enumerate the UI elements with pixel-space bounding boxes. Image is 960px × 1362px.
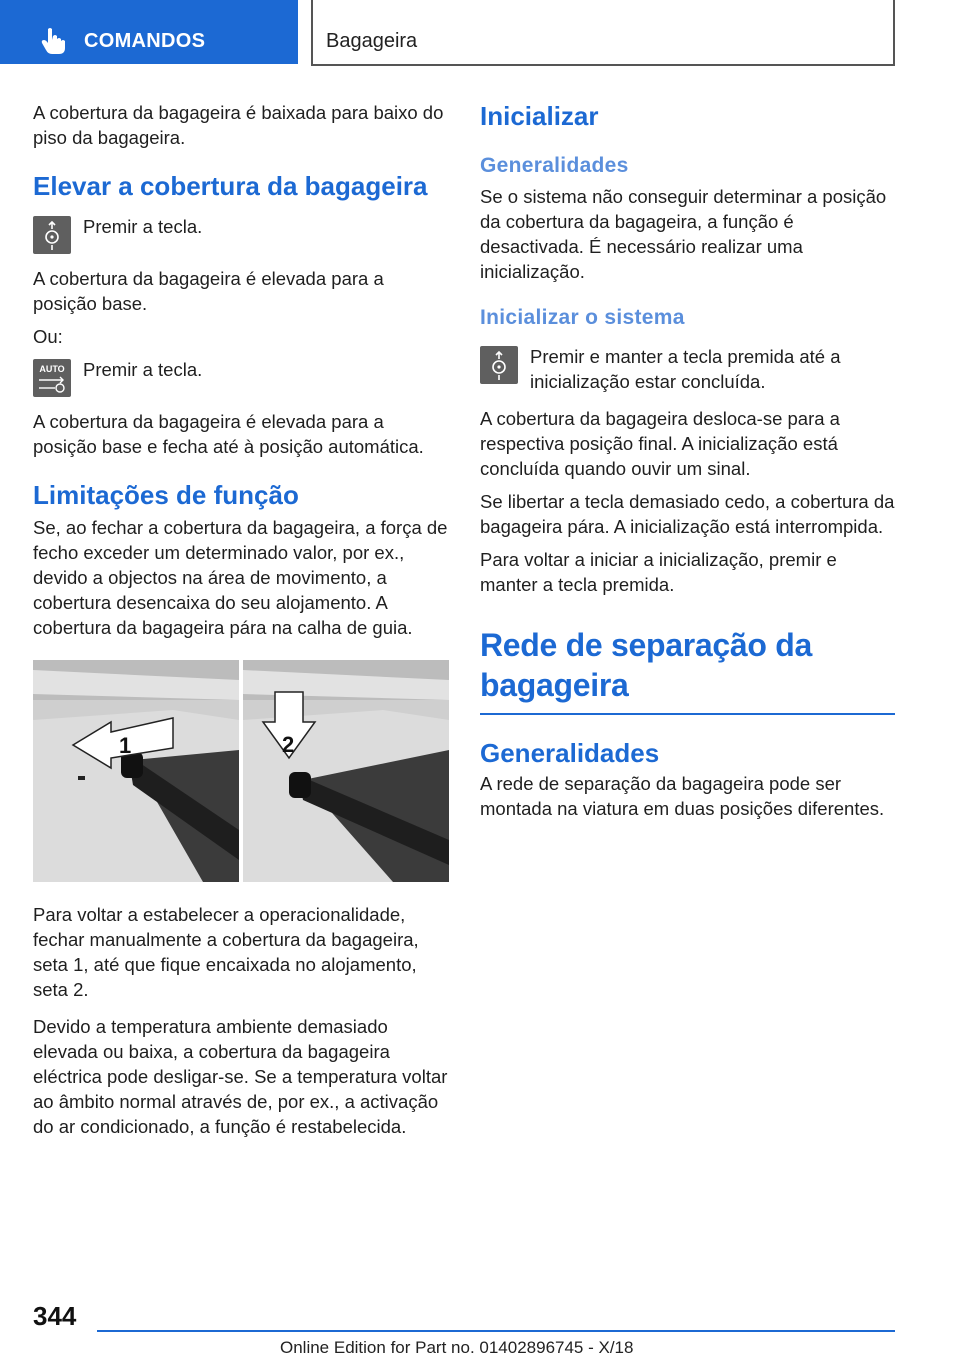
heading-inicializar: Inicializar xyxy=(480,101,599,131)
step-text: Premir a tecla. xyxy=(83,359,203,380)
svg-text:1: 1 xyxy=(119,733,132,758)
left-column xyxy=(33,100,449,1139)
heading-inicializar-sistema: Inicializar o sistema xyxy=(480,306,685,329)
footer-rule xyxy=(97,1330,895,1332)
paragraph: Para voltar a estabelecer a operacionalidade, fechar manualmente a cobertura da bagageira, seta 1, até que fique encaixada no alojamento, seta 2. xyxy=(33,904,419,1000)
auto-button-icon xyxy=(33,359,71,397)
photo-step-1 xyxy=(33,660,239,882)
right-column xyxy=(480,100,896,821)
heading-elevar: Elevar a cobertura da bagageira xyxy=(33,171,428,201)
instruction-step xyxy=(480,344,896,394)
instruction-step xyxy=(33,357,449,397)
section-label: COMANDOS xyxy=(84,30,206,52)
paragraph: Devido a temperatura ambiente demasiado elevada ou baixa, a cobertura da bagageira eléctrica pode desligar-se. Se a temperatura voltar ao âmbito normal através de, por ex., a activação do ar condicionado, a função é restabelecida. xyxy=(33,1016,448,1137)
paragraph: Ou: xyxy=(33,326,63,347)
paragraph: Se o sistema não conseguir determinar a posição da cobertura da bagageira, a função é desactivada. É necessário realizar uma inicialização. xyxy=(480,186,887,282)
page-number: 344 xyxy=(33,1301,77,1331)
edition-text: Online Edition for Part no. 01402896745 - X/18 xyxy=(280,1338,634,1357)
trunk-cover-photo xyxy=(33,660,448,882)
paragraph: A cobertura da bagageira é elevada para a posição base e fecha até à posição automática. xyxy=(33,411,424,457)
heading-rede-separacao: Rede de separação da bagageira xyxy=(480,627,812,703)
paragraph: A cobertura da bagageira é baixada para baixo do piso da bagageira. xyxy=(33,102,444,148)
section-tab xyxy=(0,0,298,64)
chapter-box xyxy=(311,0,895,66)
paragraph: Se, ao fechar a cobertura da bagageira, a força de fecho exceder um determinado valor, por ex., devido a objectos na área de movimento, a cobertura desencaixa do seu alojamento. A cobertura da bagageira pára na calha de guia. xyxy=(33,517,448,638)
heading-generalidades-2: Generalidades xyxy=(480,738,660,768)
hand-pointer-icon xyxy=(38,26,68,56)
paragraph: Se libertar a tecla demasiado cedo, a cobertura da bagageira pára. A inicialização está interrompida. xyxy=(480,491,895,537)
svg-text:AUTO: AUTO xyxy=(39,364,65,374)
step-text: Premir e manter a tecla premida até a inicialização estar concluída. xyxy=(530,346,841,392)
tailgate-button-icon xyxy=(33,216,71,254)
paragraph: A cobertura da bagageira é elevada para a posição base. xyxy=(33,268,384,314)
heading-limitacoes: Limitações de função xyxy=(33,480,299,510)
photo-step-2 xyxy=(243,660,449,882)
paragraph: Para voltar a iniciar a inicialização, premir e manter a tecla premida. xyxy=(480,549,837,595)
instruction-step xyxy=(33,214,449,254)
step-text: Premir a tecla. xyxy=(83,216,203,237)
chapter-label: Bagageira xyxy=(326,30,418,52)
svg-text:2: 2 xyxy=(282,732,295,757)
paragraph: A rede de separação da bagageira pode ser montada na viatura em duas posições diferentes. xyxy=(480,773,885,819)
paragraph: A cobertura da bagageira desloca-se para a respectiva posição final. A inicialização está concluída quando ouvir um sinal. xyxy=(480,408,840,479)
heading-generalidades: Generalidades xyxy=(480,154,629,177)
tailgate-button-icon xyxy=(480,346,518,384)
